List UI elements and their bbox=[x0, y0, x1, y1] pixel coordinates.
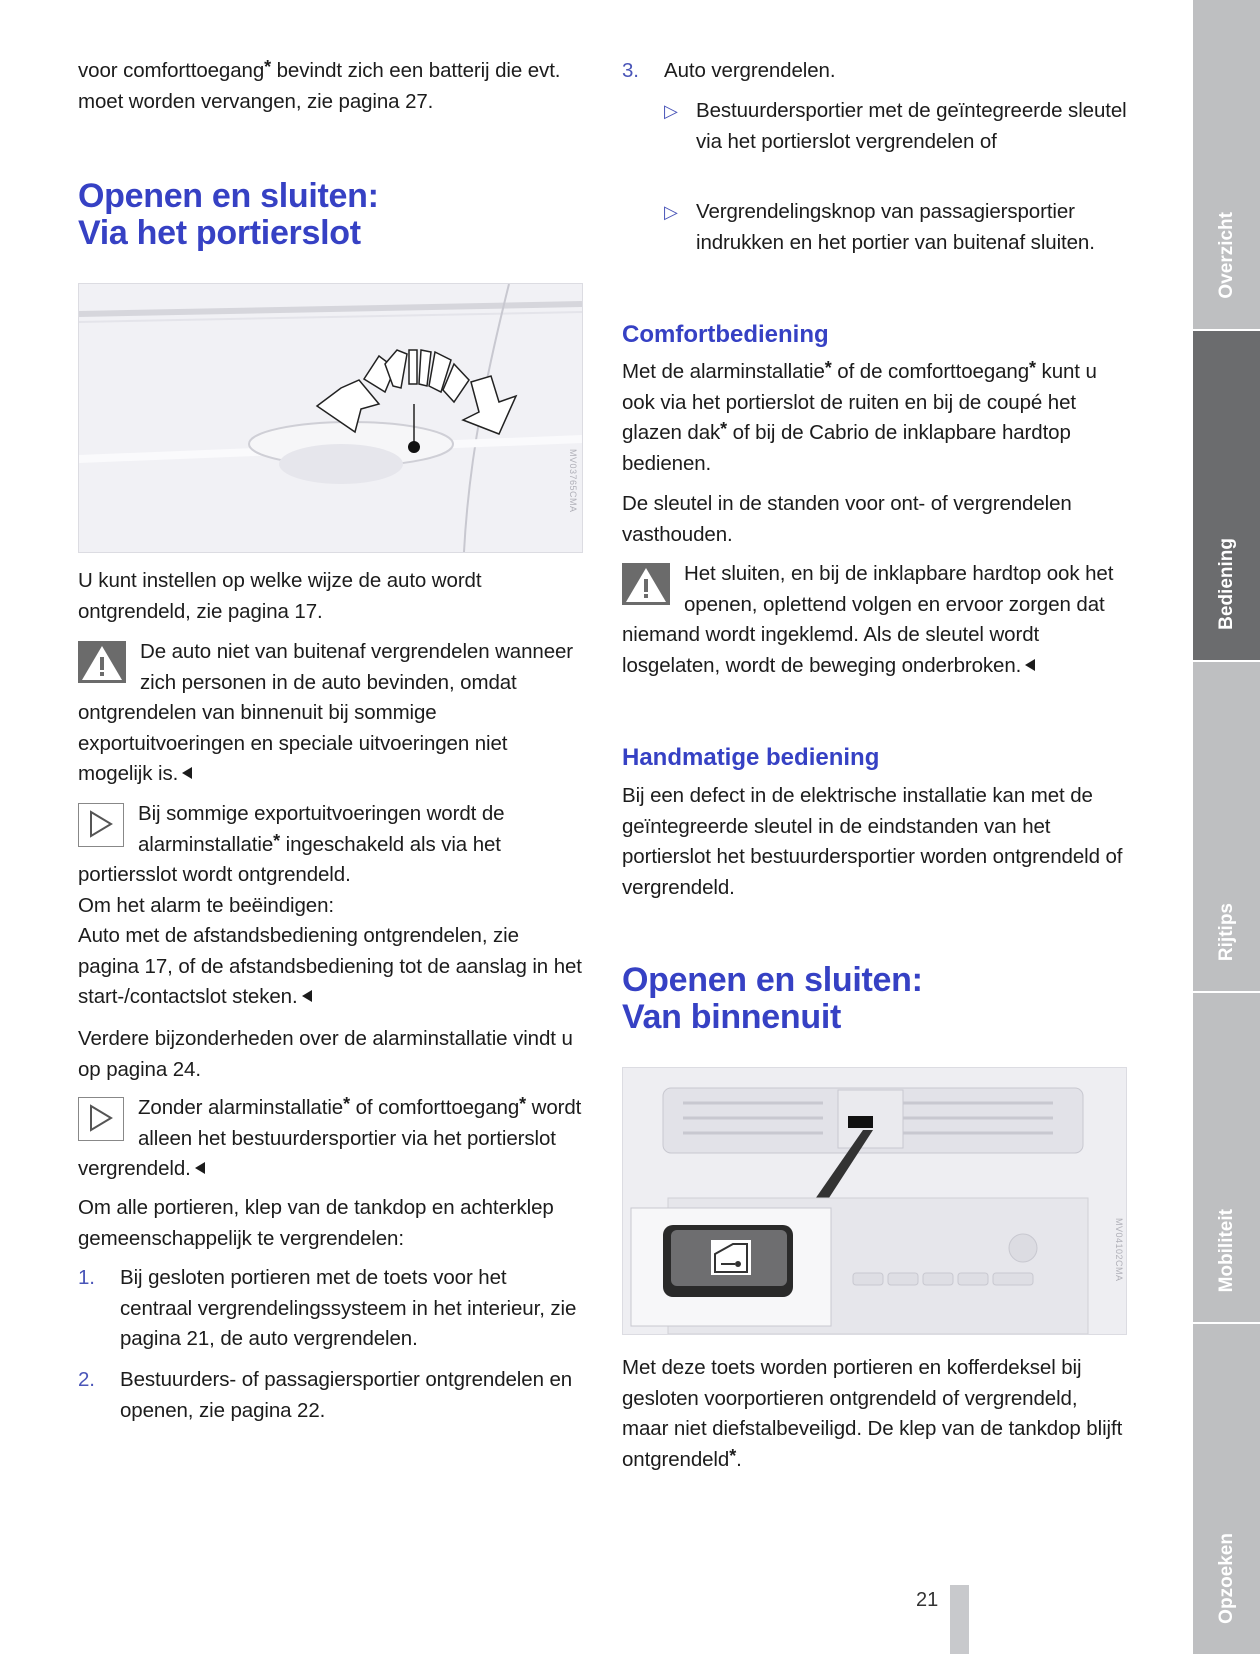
tab-mobiliteit[interactable]: Mobiliteit bbox=[1193, 993, 1260, 1324]
list-text: Bij gesloten portieren met de toets voor het centraal vergrendelingssysteem in het interieur, zie pagina 21, de auto vergrendelen. bbox=[120, 1266, 577, 1350]
end-marker-icon bbox=[302, 990, 312, 1002]
section-title-van-binnenuit: Openen en sluiten: Van binnenuit bbox=[622, 961, 923, 1036]
paragraph-sleutel: De sleutel in de standen voor ont- of vergrendelen vasthouden. bbox=[622, 492, 1072, 546]
end-marker-icon bbox=[195, 1162, 205, 1174]
page-marker-bar bbox=[950, 1585, 969, 1654]
paragraph-verdere: Verdere bijzonderheden over de alarminstallatie vindt u op pagina 24. bbox=[78, 1027, 573, 1081]
tab-rijtips[interactable]: Rijtips bbox=[1193, 662, 1260, 993]
note-block-2: Zonder alarminstallatie* of comforttoegang* wordt alleen het bestuurdersportier via het portierslot vergrendeld. bbox=[78, 1094, 582, 1180]
note-arrow-icon bbox=[78, 803, 124, 847]
note-block-1: Bij sommige exportuitvoeringen wordt de alarminstallatie* ingeschakeld als via het portiersslot wordt ontgrendeld. Om het alarm te beëindigen: Auto met de afstandsbediening ontgrendelen, zie pagina 17, of de afstandsbediening tot de aanslag in het start-/contactslot steken. bbox=[78, 802, 582, 1008]
door-handle-illustration bbox=[79, 284, 582, 552]
intro-paragraph: voor comforttoegang* bevindt zich een batterij die evt. moet worden vervangen, zie pagina 27. bbox=[78, 57, 561, 113]
warning-block-2: Het sluiten, en bij de inklapbare hardtop ook het openen, oplettend volgen en ervoor zorgen dat niemand wordt ingeklemd. Als de sleutel wordt losgelaten, wordt de beweging onderbroken. bbox=[622, 562, 1114, 677]
page-number: 21 bbox=[916, 1589, 939, 1611]
tab-opzoeken[interactable]: Opzoeken bbox=[1193, 1324, 1260, 1654]
end-marker-icon bbox=[1025, 659, 1035, 671]
warning-icon bbox=[622, 563, 670, 605]
chapter-tabs bbox=[1193, 0, 1260, 1654]
bullet-item: ▷ Bestuurdersportier met de geïntegreerde sleutel via het portierslot vergrendelen of bbox=[622, 96, 1127, 157]
paragraph-toets: Met deze toets worden portieren en kofferdeksel bij gesloten voorportieren ontgrendeld of vergrendeld, maar niet diefstalbeveiligd. De klep van de tankdop blijft ontgrendeld*. bbox=[622, 1356, 1123, 1471]
list-item bbox=[78, 1365, 583, 1426]
paragraph-comfort: Met de alarminstallatie* of de comforttoegang* kunt u ook via het portierslot de ruiten en bij de coupé het glazen dak* of bij de Cabrio de inklapbare hardtop bedienen. bbox=[622, 358, 1097, 475]
figure-code: MV03765CMA bbox=[568, 449, 578, 513]
list-item bbox=[78, 1263, 583, 1355]
central-lock-button-figure bbox=[622, 1067, 1127, 1335]
triangle-bullet-icon: ▷ bbox=[664, 202, 678, 222]
paragraph-om-alle: Om alle portieren, klep van de tankdop en achterklep gemeenschappelijk te vergrendelen: bbox=[78, 1196, 554, 1250]
triangle-bullet-icon: ▷ bbox=[664, 101, 678, 121]
note-arrow-icon bbox=[78, 1097, 124, 1141]
door-lock-figure bbox=[78, 283, 583, 553]
list-text: Bestuurders- of passagiersportier ontgrendelen en openen, zie pagina 22. bbox=[120, 1368, 573, 1422]
list-number: 2. bbox=[78, 1368, 95, 1391]
tab-overzicht[interactable]: Overzicht bbox=[1193, 0, 1260, 331]
list-item bbox=[622, 56, 1127, 87]
warning-icon bbox=[78, 641, 126, 683]
figure-code: MV04102CMA bbox=[1114, 1218, 1124, 1282]
warning-block-1: De auto niet van buitenaf vergrendelen wanneer zich personen in de auto bevinden, omdat ontgrendelen van binnenuit bij sommige exportuitvoeringen en speciale uitvoeringen niet mogelijk is. bbox=[78, 640, 574, 785]
end-marker-icon bbox=[182, 767, 192, 779]
list-number: 1. bbox=[78, 1266, 95, 1289]
paragraph-instellen: U kunt instellen op welke wijze de auto wordt ontgrendeld, zie pagina 17. bbox=[78, 569, 482, 623]
paragraph-handmatig: Bij een defect in de elektrische installatie kan met de geïntegreerde sleutel in de eindstanden van het portierslot het bestuurdersportier worden ontgrendeld of vergrendeld. bbox=[622, 784, 1123, 899]
heading-handmatige-bediening: Handmatige bediening bbox=[622, 744, 880, 771]
dashboard-illustration bbox=[623, 1068, 1126, 1334]
list-number: 3. bbox=[622, 59, 639, 82]
bullet-item: ▷ Vergrendelingsknop van passagiersportier indrukken en het portier van buitenaf sluiten. bbox=[622, 197, 1127, 258]
tab-bediening[interactable]: Bediening bbox=[1193, 331, 1260, 662]
heading-comfortbediening: Comfortbediening bbox=[622, 321, 829, 348]
section-title-via-portierslot: Openen en sluiten: Via het portierslot bbox=[78, 177, 379, 252]
list-text: Auto vergrendelen. bbox=[664, 59, 836, 82]
